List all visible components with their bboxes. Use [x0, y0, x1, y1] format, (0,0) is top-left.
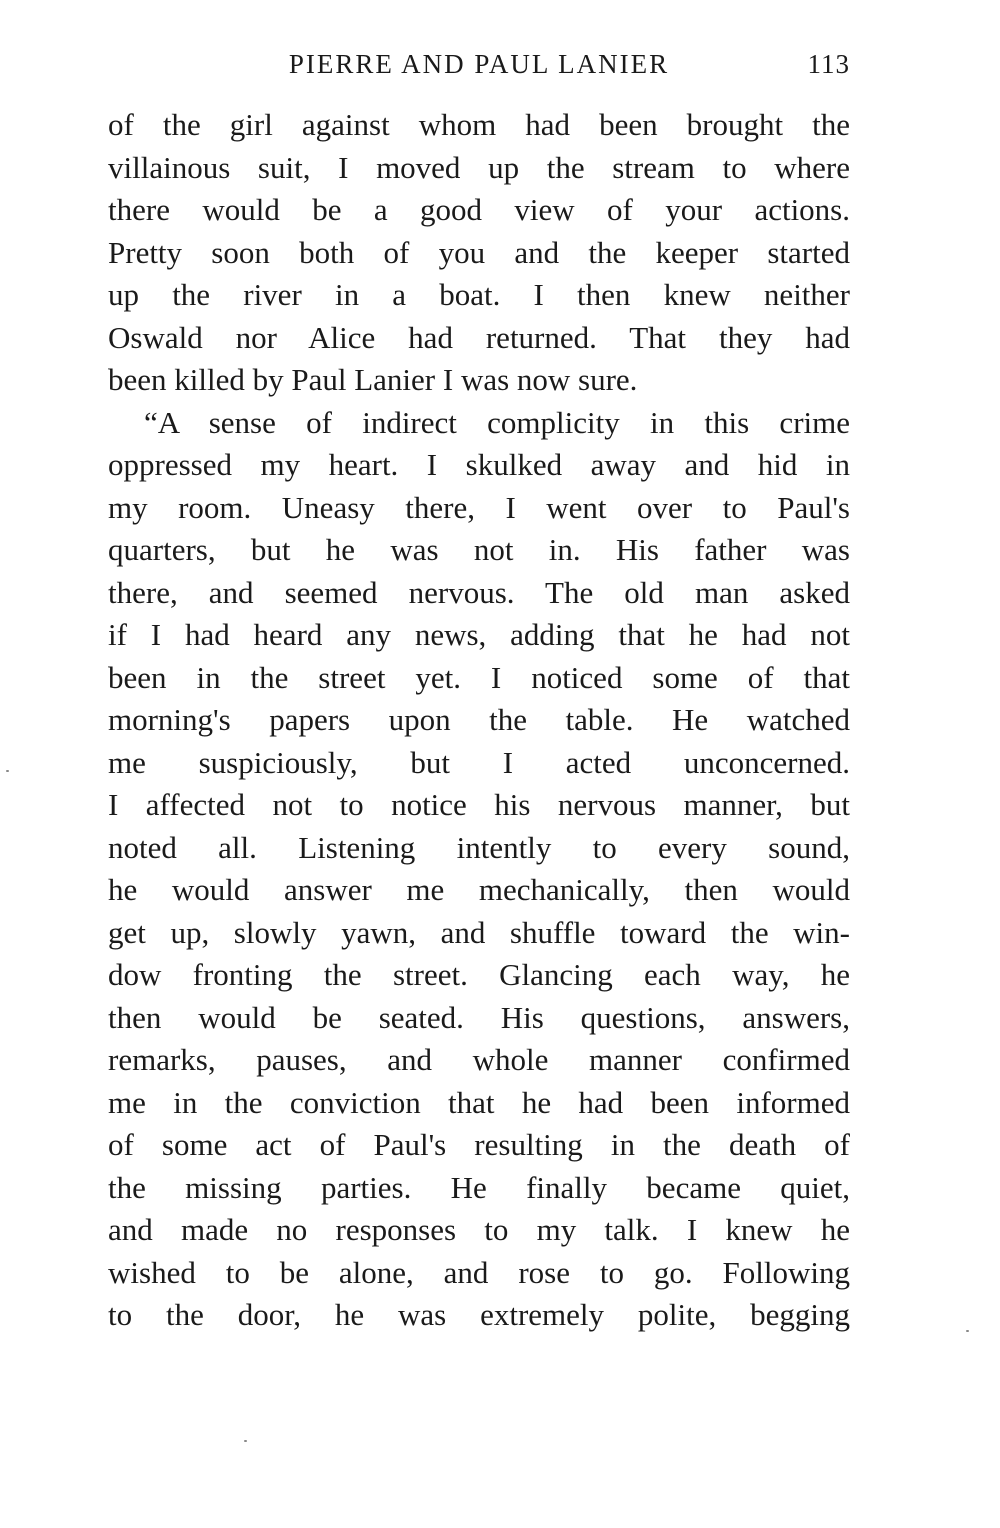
text-line: he would answer me mechanically, then would — [108, 872, 850, 907]
text-line: if I had heard any news, adding that he had not — [108, 617, 850, 652]
text-line: up the river in a boat. I then knew neither — [108, 277, 850, 312]
text-line: been in the street yet. I noticed some of that — [108, 659, 850, 695]
text-line: me in the conviction that he had been informed — [108, 1084, 850, 1120]
running-head — [108, 44, 850, 84]
text-line: villainous suit, I moved up the stream to where — [108, 149, 850, 185]
text-line: quarters, but he was not in. His father was — [108, 532, 850, 567]
running-title: PIERRE AND PAUL LANIER — [288, 49, 670, 79]
text-line: wished to be alone, and rose to go. Following — [108, 1254, 850, 1290]
scan-speck — [6, 770, 9, 772]
text-line: oppressed my heart. I skulked away and hid in — [108, 447, 850, 482]
text-line: Oswald nor Alice had returned. That they had — [108, 319, 850, 355]
text-line: get up, slowly yawn, and shuffle toward the win- — [108, 914, 850, 950]
paragraph-end-line: been killed by Paul Lanier I was now sure. — [108, 362, 638, 397]
text-line: Pretty soon both of you and the keeper started — [108, 234, 850, 270]
text-line: there, and seemed nervous. The old man asked — [108, 574, 850, 610]
body-text — [108, 104, 850, 1337]
text-line: I affected not to notice his nervous manner, but — [108, 787, 850, 822]
text-line: my room. Uneasy there, I went over to Paul's — [108, 489, 850, 525]
text-line: remarks, pauses, and whole manner confirmed — [108, 1042, 850, 1077]
page-number: 113 — [807, 49, 850, 79]
paragraph-start-line: “A sense of indirect complicity in this crime — [144, 404, 850, 440]
text-line: and made no responses to my talk. I knew he — [108, 1212, 850, 1247]
text-line: noted all. Listening intently to every sound, — [108, 829, 850, 865]
text-line: then would be seated. His questions, answers, — [108, 999, 850, 1035]
text-line: the missing parties. He finally became quiet, — [108, 1169, 850, 1205]
text-line: of the girl against whom had been brought the — [108, 107, 850, 142]
text-line: of some act of Paul's resulting in the death of — [108, 1127, 850, 1162]
text-line: to the door, he was extremely polite, begging — [108, 1297, 850, 1332]
scan-speck — [244, 1440, 247, 1442]
text-line: dow fronting the street. Glancing each way, he — [108, 957, 850, 992]
text-line: morning's papers upon the table. He watched — [108, 702, 850, 737]
text-line: me suspiciously, but I acted unconcerned. — [108, 744, 850, 780]
text-line: there would be a good view of your actions. — [108, 192, 850, 227]
scan-speck — [966, 1330, 969, 1332]
